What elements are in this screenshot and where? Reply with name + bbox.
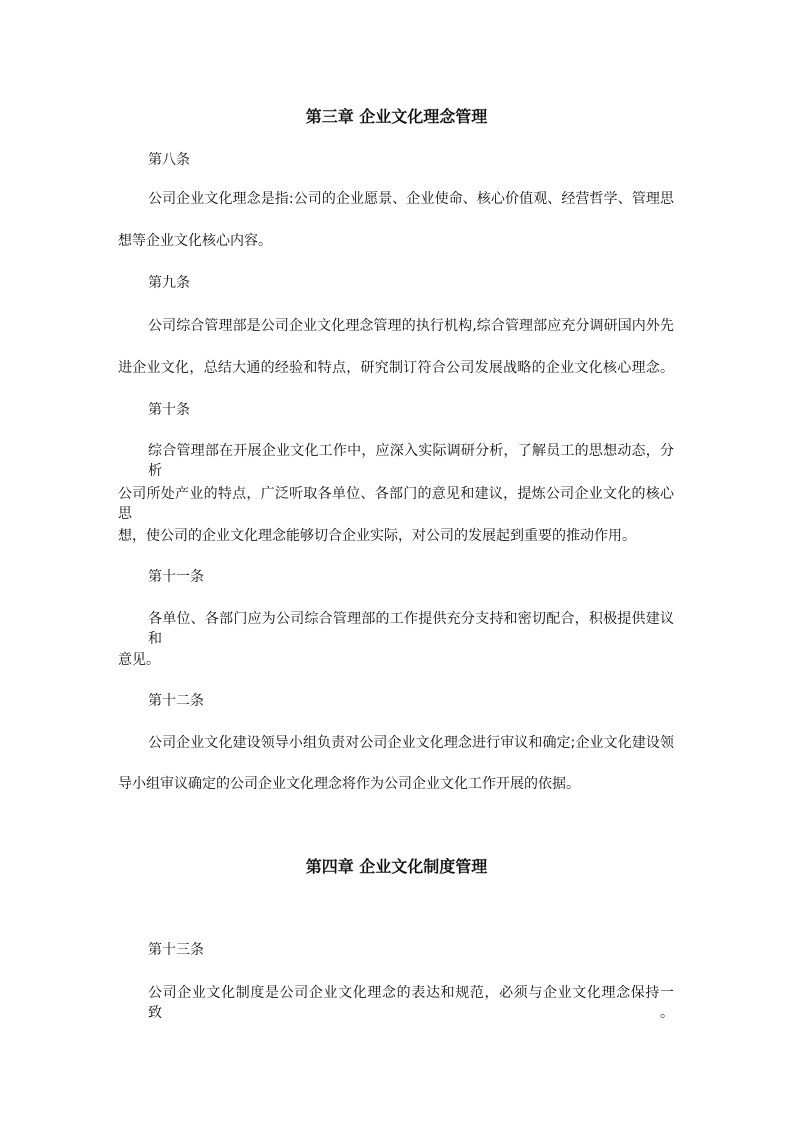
article-10-line: 综合管理部在开展企业文化工作中，应深入实际调研分析，了解员工的思想动态，分析 xyxy=(148,443,674,479)
article-13-label: 第十三条 xyxy=(148,942,204,958)
article-11-label: 第十一条 xyxy=(148,569,204,585)
article-10-line: 公司所处产业的特点，广泛听取各单位、各部门的意见和建议，提炼公司企业文化的核心思 xyxy=(118,486,674,522)
article-13-line: 公司企业文化制度是公司企业文化理念的表达和规范，必须与企业文化理念保持一致。 xyxy=(148,985,674,1021)
article-10-label: 第十条 xyxy=(148,402,190,418)
chapter-3-title: 第三章 企业文化理念管理 xyxy=(305,107,488,126)
article-9-line: 公司综合管理部是公司企业文化理念管理的执行机构,综合管理部应充分调研国内外先 xyxy=(148,318,674,334)
article-8-line: 想等企业文化核心内容。 xyxy=(118,233,272,249)
chapter-4-title: 第四章 企业文化制度管理 xyxy=(305,857,488,876)
article-12-line: 公司企业文化建设领导小组负责对公司企业文化理念进行审议和确定;企业文化建设领 xyxy=(148,735,674,751)
article-8-line: 公司企业文化理念是指:公司的企业愿景、企业使命、核心价值观、经营哲学、管理思 xyxy=(148,191,674,207)
article-8-label: 第八条 xyxy=(148,152,190,168)
article-9-line: 进企业文化，总结大通的经验和特点，研究制订符合公司发展战略的企业文化核心理念。 xyxy=(118,360,674,376)
article-10-line: 想，使公司的企业文化理念能够切合企业实际，对公司的发展起到重要的推动作用。 xyxy=(118,528,636,544)
article-12-label: 第十二条 xyxy=(148,693,204,709)
article-11-line: 各单位、各部门应为公司综合管理部的工作提供充分支持和密切配合，积极提供建议和 xyxy=(148,611,674,647)
article-9-label: 第九条 xyxy=(148,275,190,291)
article-11-line: 意见。 xyxy=(118,652,160,668)
article-12-line: 导小组审议确定的公司企业文化理念将作为公司企业文化工作开展的依据。 xyxy=(118,776,580,792)
